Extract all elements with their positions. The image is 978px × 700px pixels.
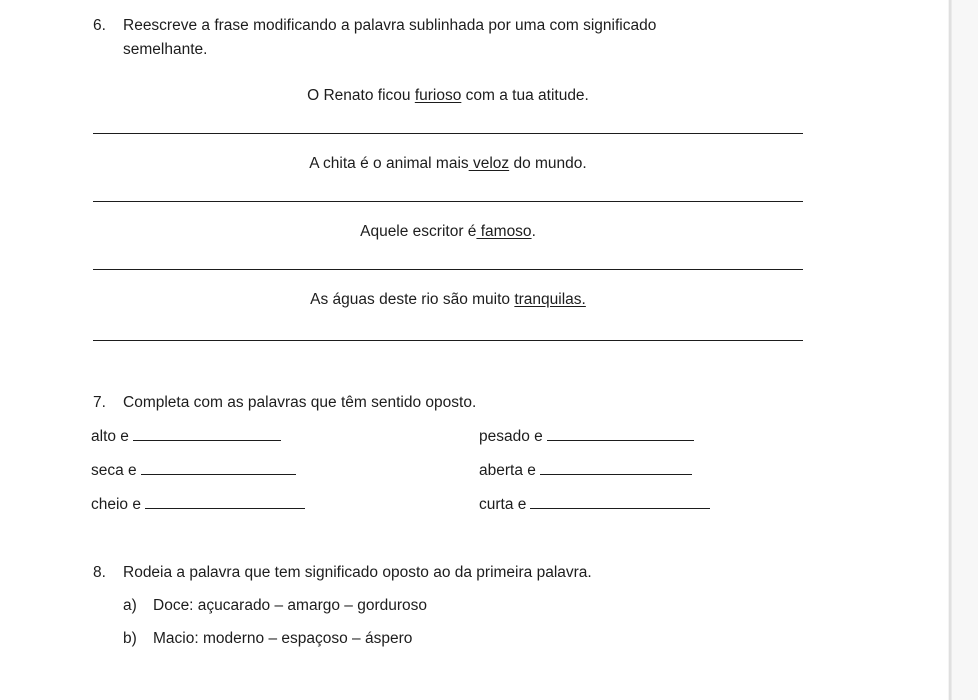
sentence-2-after: do mundo. (509, 155, 587, 172)
word-pair-aberta-label: aberta e (479, 462, 536, 479)
exercise-8-number: 8. (93, 564, 106, 581)
option-b-letter: b) (123, 630, 137, 647)
word-pair-pesado-blank[interactable] (547, 427, 694, 441)
word-pair-pesado (479, 427, 694, 446)
word-pair-aberta-blank[interactable] (540, 461, 692, 475)
word-pair-cheio-label: cheio e (91, 496, 141, 513)
exercise-8 (93, 561, 808, 585)
exercise-6-sentence-4 (93, 290, 803, 310)
exercise-6-prompt-line-1: Reescreve a frase modificando a palavra sublinhada por uma com significado (123, 17, 657, 34)
word-pair-seca-blank[interactable] (141, 461, 296, 475)
answer-rule-4 (93, 340, 803, 341)
sentence-1-underlined-word: furioso (414, 87, 462, 104)
sentence-3-underlined-word: famoso (476, 223, 532, 240)
sentence-3-after: . (531, 223, 536, 240)
word-pair-curta-label: curta e (479, 496, 527, 513)
word-pair-cheio-blank[interactable] (145, 495, 305, 509)
sentence-2-before: A chita é o animal mais (309, 155, 469, 172)
word-pair-seca (91, 461, 296, 480)
exercise-6-prompt-line-2: semelhante. (123, 41, 208, 59)
sentence-1-after: com a tua atitude. (461, 87, 589, 104)
word-pair-cheio (91, 495, 305, 514)
word-pair-curta-blank[interactable] (530, 495, 710, 509)
exercise-7-prompt: Completa com as palavras que têm sentido oposto. (123, 394, 477, 411)
exercise-7-number: 7. (93, 394, 106, 411)
sentence-2-underlined-word: veloz (468, 155, 510, 172)
sentence-4-underlined-word: tranquilas. (514, 291, 586, 308)
option-a-text[interactable]: Doce: açucarado – amargo – gorduroso (153, 597, 427, 614)
exercise-6-sentence-2 (93, 154, 803, 174)
exercise-6 (93, 14, 808, 62)
exercise-8-option-a (123, 594, 427, 617)
word-pair-alto (91, 427, 281, 446)
exercise-8-heading (93, 561, 808, 585)
answer-rule-3 (93, 269, 803, 270)
word-pair-aberta (479, 461, 692, 480)
option-a-letter: a) (123, 597, 137, 614)
page-gutter-background (952, 0, 978, 700)
word-pair-curta (479, 495, 710, 514)
exercise-6-sentence-1 (93, 86, 803, 106)
word-pair-alto-label: alto e (91, 428, 129, 445)
answer-rule-2 (93, 201, 803, 202)
exercise-7-heading (93, 391, 808, 415)
sentence-1-before: O Renato ficou (307, 87, 415, 104)
exercise-6-sentence-3 (93, 222, 803, 242)
exercise-8-option-b (123, 627, 412, 650)
option-b-text[interactable]: Macio: moderno – espaçoso – áspero (153, 630, 413, 647)
exercise-8-prompt: Rodeia a palavra que tem significado oposto ao da primeira palavra. (123, 564, 592, 581)
sentence-3-before: Aquele escritor é (360, 223, 477, 240)
word-pair-alto-blank[interactable] (133, 427, 281, 441)
word-pair-pesado-label: pesado e (479, 428, 543, 445)
sentence-4-before: As águas deste rio são muito (310, 291, 515, 308)
word-pair-seca-label: seca e (91, 462, 137, 479)
answer-rule-1 (93, 133, 803, 134)
exercise-7 (93, 391, 808, 415)
exercise-6-number: 6. (93, 17, 106, 34)
exercise-6-heading (93, 14, 808, 38)
